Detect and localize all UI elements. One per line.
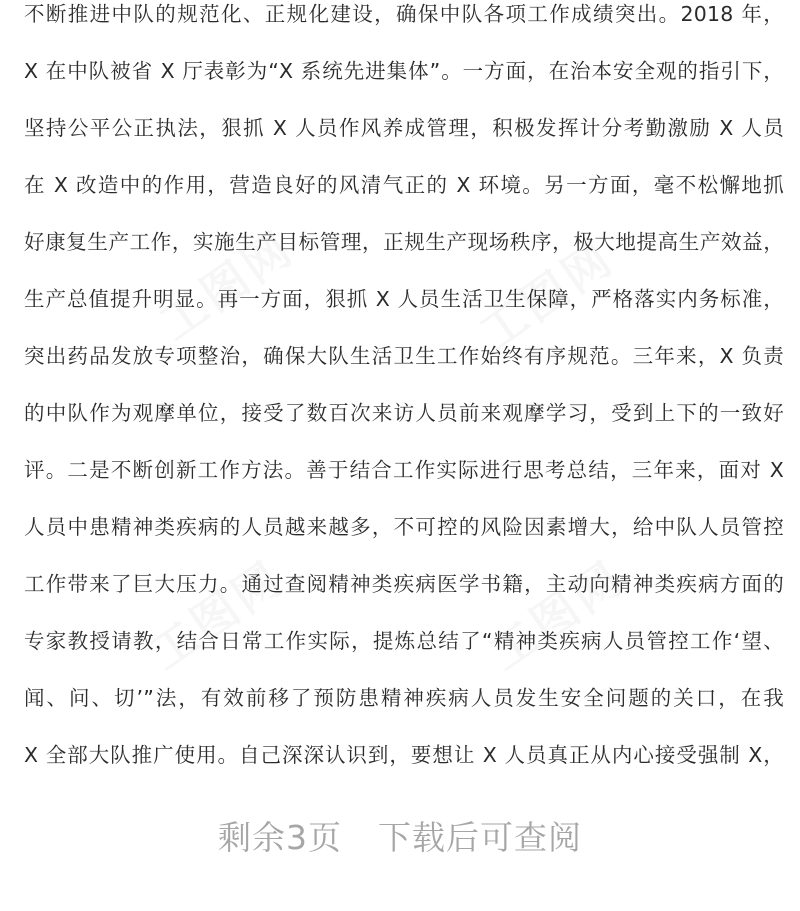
text-line: 生产总值提升明显。再一方面，狠抓 X 人员生活卫生保障，严格落实内务标准， [24,287,784,311]
text-line: X 在中队被省 X 厅表彰为“X 系统先进集体”。一方面，在治本安全观的指引下， [24,59,784,83]
text-line: 突出药品发放专项整治，确保大队生活卫生工作始终有序规范。三年来，X 负责 [24,344,784,368]
watermark: 工图网 [149,220,304,351]
watermark: 工图网 [479,550,634,681]
watermark: 工图网 [469,230,624,361]
remaining-pages-label: 剩余3页 [218,817,342,857]
text-line: 专家教授请教，结合日常工作实际，提炼总结了“精神类疾病人员管控工作‘望、 [24,629,784,653]
text-line: 好康复生产工作，实施生产目标管理，正规生产现场秩序，极大地提高生产效益， [24,230,784,254]
download-prompt-text[interactable] [218,812,582,859]
watermark: 工图网 [139,550,294,681]
text-line: 闻、问、切’”法，有效前移了预防患精神疾病人员发生安全问题的关口，在我 [24,686,784,710]
text-line: 人员中患精神类疾病的人员越来越多，不可控的风险因素增大，给中队人员管控 [24,515,784,539]
text-line: X 全部大队推广使用。自己深深认识到，要想让 X 人员真正从内心接受强制 X， [24,743,784,767]
text-line: 坚持公平公正执法，狠抓 X 人员作风养成管理，积极发挥计分考勤激励 X 人员 [24,116,784,140]
text-line: 不断推进中队的规范化、正规化建设，确保中队各项工作成绩突出。2018 年， [24,2,784,26]
download-prompt[interactable] [0,800,800,870]
text-line: 工作带来了巨大压力。通过查阅精神类疾病医学书籍，主动向精神类疾病方面的 [24,572,784,596]
text-line: 的中队作为观摩单位，接受了数百次来访人员前来观摩学习，受到上下的一致好 [24,401,784,425]
text-line: 在 X 改造中的作用，营造良好的风清气正的 X 环境。另一方面，毫不松懈地抓 [24,173,784,197]
document-body [24,0,784,784]
text-line: 评。二是不断创新工作方法。善于结合工作实际进行思考总结，三年来，面对 X [24,458,784,482]
download-to-view-label[interactable]: 下载后可查阅 [378,817,582,857]
